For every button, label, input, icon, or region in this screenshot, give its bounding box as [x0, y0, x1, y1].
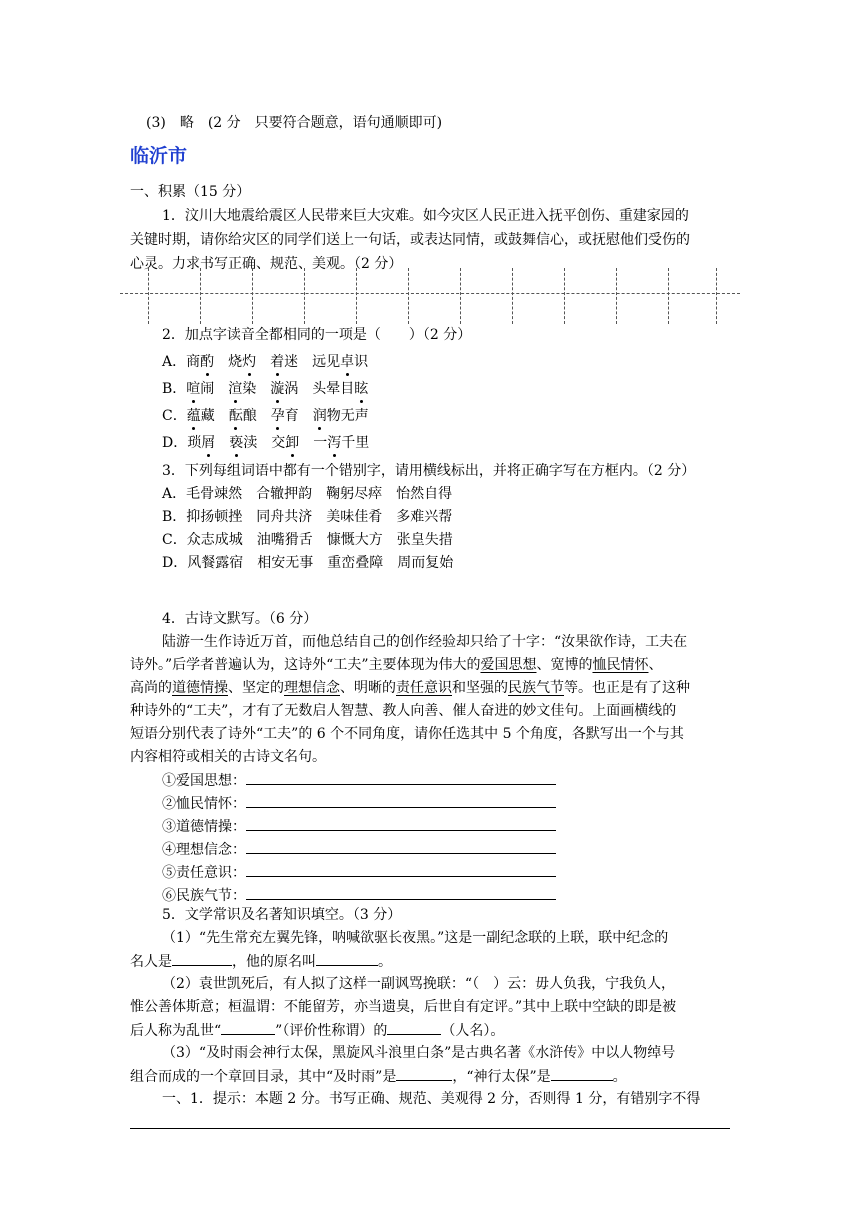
option-word: 渲染 — [228, 381, 257, 397]
option-label: C． — [162, 408, 187, 424]
option-word: 喧闹 — [186, 381, 215, 397]
grid-col — [408, 268, 409, 324]
q5-title: 5．文学常识及名著知识填空。（3 分） — [162, 907, 402, 923]
grid-col — [304, 268, 305, 324]
q4-item-1 — [162, 770, 556, 790]
option-word: 着迷 — [270, 354, 299, 370]
text: ，他的原名叫 — [232, 954, 316, 970]
q5-s1-line-1: （1）“先生常充左翼先锋，呐喊欲驱长夜黑。”这是一副纪念联的上联，联中纪念的 — [162, 930, 669, 946]
item-label: ⑥民族气节： — [162, 888, 246, 904]
q4-para-line-5: 短语分别代表了诗外“工夫”的 6 个不同角度，请你任选其中 5 个角度，各默写出一个与其 — [130, 726, 684, 742]
answer-blank[interactable] — [316, 951, 378, 966]
q5-s2-line-3 — [130, 1020, 504, 1040]
option-word: 琐屑 — [187, 435, 216, 451]
item-label: ①爱国思想： — [162, 773, 246, 789]
answer-blank[interactable] — [387, 1020, 441, 1035]
q4-item-5 — [162, 862, 556, 882]
q2-option-b — [162, 379, 368, 399]
q3-option-b: B．抑扬顿挫 同舟共济 美味佳肴 多难兴帮 — [162, 509, 453, 525]
answer-blank[interactable] — [246, 770, 556, 785]
text: 、宽博的 — [536, 657, 593, 673]
answer-blank[interactable] — [246, 793, 556, 808]
q3-option-c: C．众志成城 油嘴猾舌 慷慨大方 张皇失措 — [162, 532, 453, 548]
q1-line-3: 心灵。力求书写正确、规范、美观。（2 分） — [130, 256, 403, 272]
q5-s2-line-1: （2）袁世凯死后，有人拟了这样一副讽骂挽联：“（ ）云：毋人负我，宁我负人， — [162, 976, 676, 992]
underlined-phrase: 民族气节 — [508, 680, 564, 696]
q4-para-line-2 — [130, 655, 662, 675]
grid-col — [252, 268, 253, 324]
text: （人名）。 — [441, 1023, 505, 1039]
text: 、明晰的 — [340, 680, 396, 696]
grid-col — [564, 268, 565, 324]
q2-option-a — [162, 352, 368, 372]
option-word: 头晕目眩 — [312, 381, 369, 397]
grid-col — [200, 268, 201, 324]
text: 高尚的 — [130, 680, 172, 696]
answer-blank[interactable] — [551, 1066, 613, 1081]
q3-option-a: A．毛骨竦然 合辙押韵 鞠躬尽瘁 怡然自得 — [162, 486, 453, 502]
section-title: 临沂市 — [130, 145, 188, 167]
text: 后人称为乱世“ — [130, 1023, 222, 1039]
part1-title: 一、积累（15 分） — [130, 184, 251, 200]
q4-item-3 — [162, 816, 556, 836]
grid-col — [668, 268, 669, 324]
text: 组合而成的一个章回目录，其中“及时雨”是 — [130, 1069, 397, 1085]
q4-para-line-6: 内容相符或相关的古诗文名句。 — [130, 749, 326, 765]
answer-blank[interactable] — [246, 862, 556, 877]
grid-col — [460, 268, 461, 324]
text: ”（评价性称谓）的 — [275, 1023, 388, 1039]
grid-col — [616, 268, 617, 324]
text: 诗外。”后学者普遍认为，这诗外“工夫”主要体现为伟大的 — [130, 657, 481, 673]
q3-stem: 3．下列每组词语中都有一个错别字，请用横线标出，并将正确字写在方框内。（2 分） — [162, 463, 696, 479]
answer-blank[interactable] — [172, 951, 232, 966]
q4-para-line-3 — [130, 678, 690, 698]
item-label: ⑤责任意识： — [162, 865, 246, 881]
grid-col — [512, 268, 513, 324]
q5-s3-line-1: （3）“及时雨会神行太保，黑旋风斗浪里白条”是古典名著《水浒传》中以人物绰号 — [162, 1045, 676, 1061]
text: 。 — [378, 954, 392, 970]
underlined-phrase: 爱国思想 — [480, 657, 537, 673]
text: 、 — [648, 657, 663, 673]
option-word: 交卸 — [271, 435, 300, 451]
q4-para-line-1: 陆游一生作诗近万首，而他总结自己的创作经验却只给了十字：“汝果欲作诗，工夫在 — [162, 634, 688, 650]
item-label: ②恤民情怀： — [162, 796, 246, 812]
top-answer: (3) 略 (2 分 只要符合题意，语句通顺即可) — [146, 115, 443, 131]
option-word: 蕴藏 — [186, 408, 215, 424]
option-word: 漩涡 — [270, 381, 299, 397]
option-word: 商酌 — [186, 354, 215, 370]
option-word: 酝酿 — [228, 408, 257, 424]
item-label: ③道德情操： — [162, 819, 246, 835]
q4-item-4 — [162, 839, 556, 859]
answer-blank[interactable] — [246, 839, 556, 854]
q4-title: 4．古诗文默写。（6 分） — [162, 611, 318, 627]
text: 。 — [612, 1069, 627, 1085]
text: 和坚强的 — [452, 680, 508, 696]
option-word: 亵渎 — [229, 435, 258, 451]
option-label: A． — [162, 354, 187, 370]
option-word: 远见卓识 — [312, 354, 369, 370]
q4-item-2 — [162, 793, 556, 813]
grid-col — [716, 268, 717, 324]
q4-para-line-4: 种诗外的“工夫”，才有了无数启人智慧、教人向善、催人奋进的妙文佳句。上面画横线的 — [130, 703, 677, 719]
item-label: ④理想信念： — [162, 842, 246, 858]
q2-option-d — [162, 433, 369, 453]
option-label: B． — [162, 381, 187, 397]
writing-grid-baseline — [120, 293, 740, 294]
grid-col — [148, 268, 149, 324]
answer-blank[interactable] — [246, 885, 556, 900]
text: 等。也正是有了这种 — [564, 680, 690, 696]
answer-blank[interactable] — [221, 1020, 275, 1035]
q3-option-d: D．风餐露宿 相安无事 重峦叠障 周而复始 — [162, 555, 454, 571]
underlined-phrase: 责任意识 — [396, 680, 452, 696]
q5-s1-line-2 — [130, 951, 392, 971]
option-word: 烧灼 — [228, 354, 257, 370]
option-word: 孕育 — [270, 408, 299, 424]
underlined-phrase: 恤民情怀 — [592, 657, 649, 673]
option-word: 一泻千里 — [313, 435, 370, 451]
q5-s2-line-2: 惟公善体斯意；桓温谓：不能留芳，亦当遗臭，后世自有定评。”其中上联中空缺的即是被 — [130, 999, 677, 1015]
grid-col — [356, 268, 357, 324]
q5-s3-line-2 — [130, 1066, 627, 1086]
underlined-phrase: 道德情操 — [172, 680, 228, 696]
q1-line-2: 关键时期，请你给灾区的同学们送上一句话，或表达同情，或鼓舞信心，或抚慰他们受伤的 — [130, 232, 690, 248]
answer-hint-line: 一、1．提示：本题 2 分。书写正确、规范、美观得 2 分，否则得 1 分，有错别字不得 — [162, 1091, 701, 1107]
text: 、坚定的 — [228, 680, 284, 696]
q2-stem: 2．加点字读音全都相同的一项是（ ）（2 分） — [162, 327, 472, 343]
answer-blank[interactable] — [396, 1066, 452, 1081]
q1-line-1: 1．汶川大地震给震区人民带来巨大灾难。如今灾区人民正进入抚平创伤、重建家园的 — [162, 208, 689, 224]
underlined-phrase: 理想信念 — [284, 680, 340, 696]
q4-item-6 — [162, 885, 556, 905]
option-label: D． — [162, 435, 188, 451]
footer-rule — [130, 1128, 730, 1129]
text: ，“神行太保”是 — [452, 1069, 551, 1085]
option-word: 润物无声 — [312, 408, 369, 424]
answer-blank[interactable] — [246, 816, 556, 831]
q2-option-c — [162, 406, 369, 426]
text: 名人是 — [130, 954, 172, 970]
